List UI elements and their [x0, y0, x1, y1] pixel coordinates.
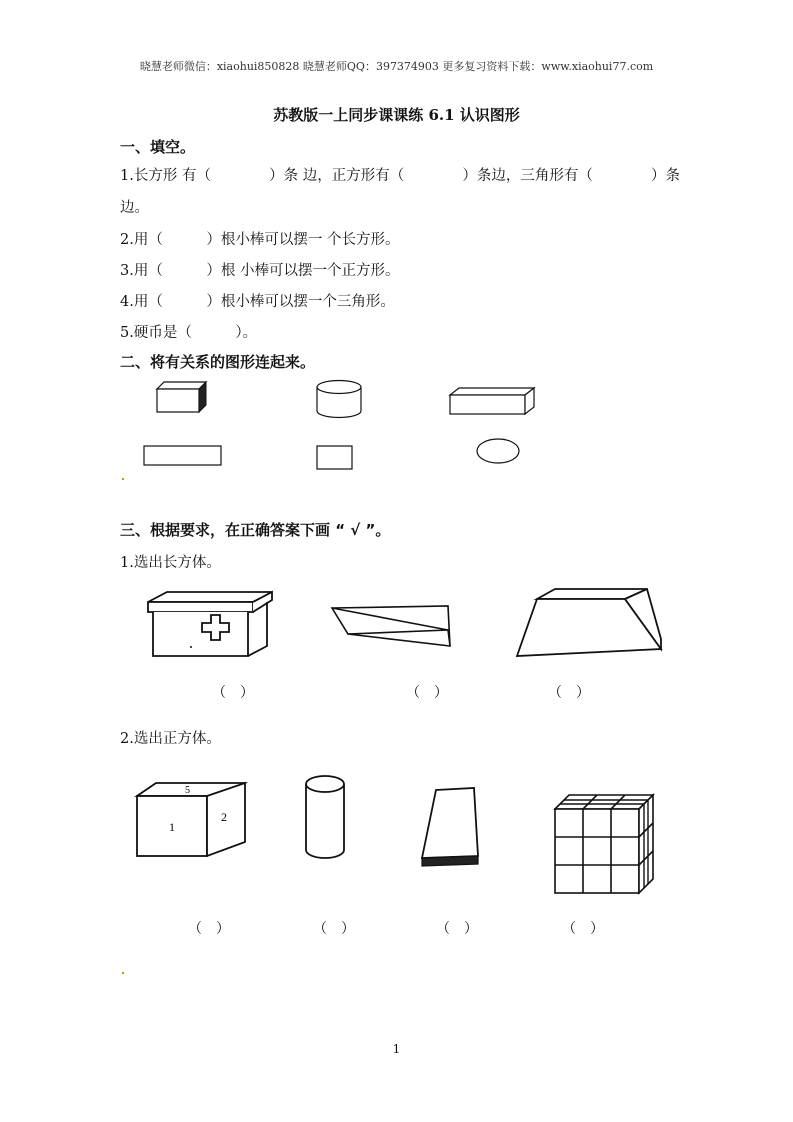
rubiks-cube-figure	[553, 793, 657, 895]
circle-figure	[474, 436, 524, 466]
subquestion-1: 1.选出长方体。	[120, 555, 221, 571]
section3-heading: 三、根据要求，在正确答案下画 “ √ ”。	[120, 521, 391, 539]
wedge-figure	[330, 602, 454, 650]
numbered-cube-figure	[132, 780, 247, 860]
page-header: 晓慧老师微信：xiaohui850828 晓慧老师QQ：397374903 更多复习资料下载：www.xiaohui77.com	[139, 60, 654, 73]
flat-slab-figure	[418, 786, 482, 868]
answer-paren-2-3[interactable]: （ ）	[436, 921, 478, 937]
cylinder-figure	[315, 378, 365, 422]
q1-part-4: ）条	[650, 168, 680, 184]
section2-heading: 二、将有关系的图形连起来。	[120, 353, 316, 371]
question-1	[120, 164, 680, 185]
question-2: 2.用（ ）根小棒可以摆一 个长方形。	[120, 232, 400, 248]
question-3: 3.用（ ）根 小棒可以摆一个正方形。	[120, 263, 400, 279]
q1-part-1: 1.长方形 有（	[120, 168, 211, 184]
stray-dot-2	[122, 972, 124, 974]
stray-dot	[122, 478, 124, 480]
subquestion-2: 2.选出正方体。	[120, 731, 221, 747]
answer-paren-1-2[interactable]: （ ）	[406, 685, 448, 701]
cuboid-small-figure	[154, 380, 210, 416]
answer-paren-2-4[interactable]: （ ）	[562, 921, 604, 937]
answer-paren-1-3[interactable]: （ ）	[548, 685, 590, 701]
page-title: 苏教版一上同步课课练 6.1 认识图形	[273, 106, 520, 124]
question-5: 5.硬币是（ ）。	[120, 325, 258, 341]
question-4: 4.用（ ）根小棒可以摆一个三角形。	[120, 294, 395, 310]
tall-cylinder-figure	[302, 774, 352, 864]
q1-part-3: ）条边，三角形有（	[462, 168, 593, 184]
answer-paren-2-1[interactable]: （ ）	[188, 921, 230, 937]
rectangle-figure	[143, 444, 223, 468]
square-figure	[315, 444, 355, 472]
cube-face-side-label: 2	[221, 810, 227, 824]
section1-heading: 一、填空。	[120, 138, 196, 156]
q1-part-2: ）条 边，正方形有（	[269, 168, 405, 184]
page-number: 1	[392, 1042, 401, 1056]
long-cuboid-figure	[448, 386, 538, 418]
question-1-continued: 边。	[120, 200, 149, 216]
cube-face-top-label: 5	[185, 785, 190, 796]
answer-paren-1-1[interactable]: （ ）	[212, 685, 254, 701]
answer-paren-2-2[interactable]: （ ）	[313, 921, 355, 937]
trapezoid-prism-figure	[513, 585, 665, 661]
first-aid-box-figure	[145, 590, 275, 660]
cube-face-front-label: 1	[169, 820, 175, 834]
